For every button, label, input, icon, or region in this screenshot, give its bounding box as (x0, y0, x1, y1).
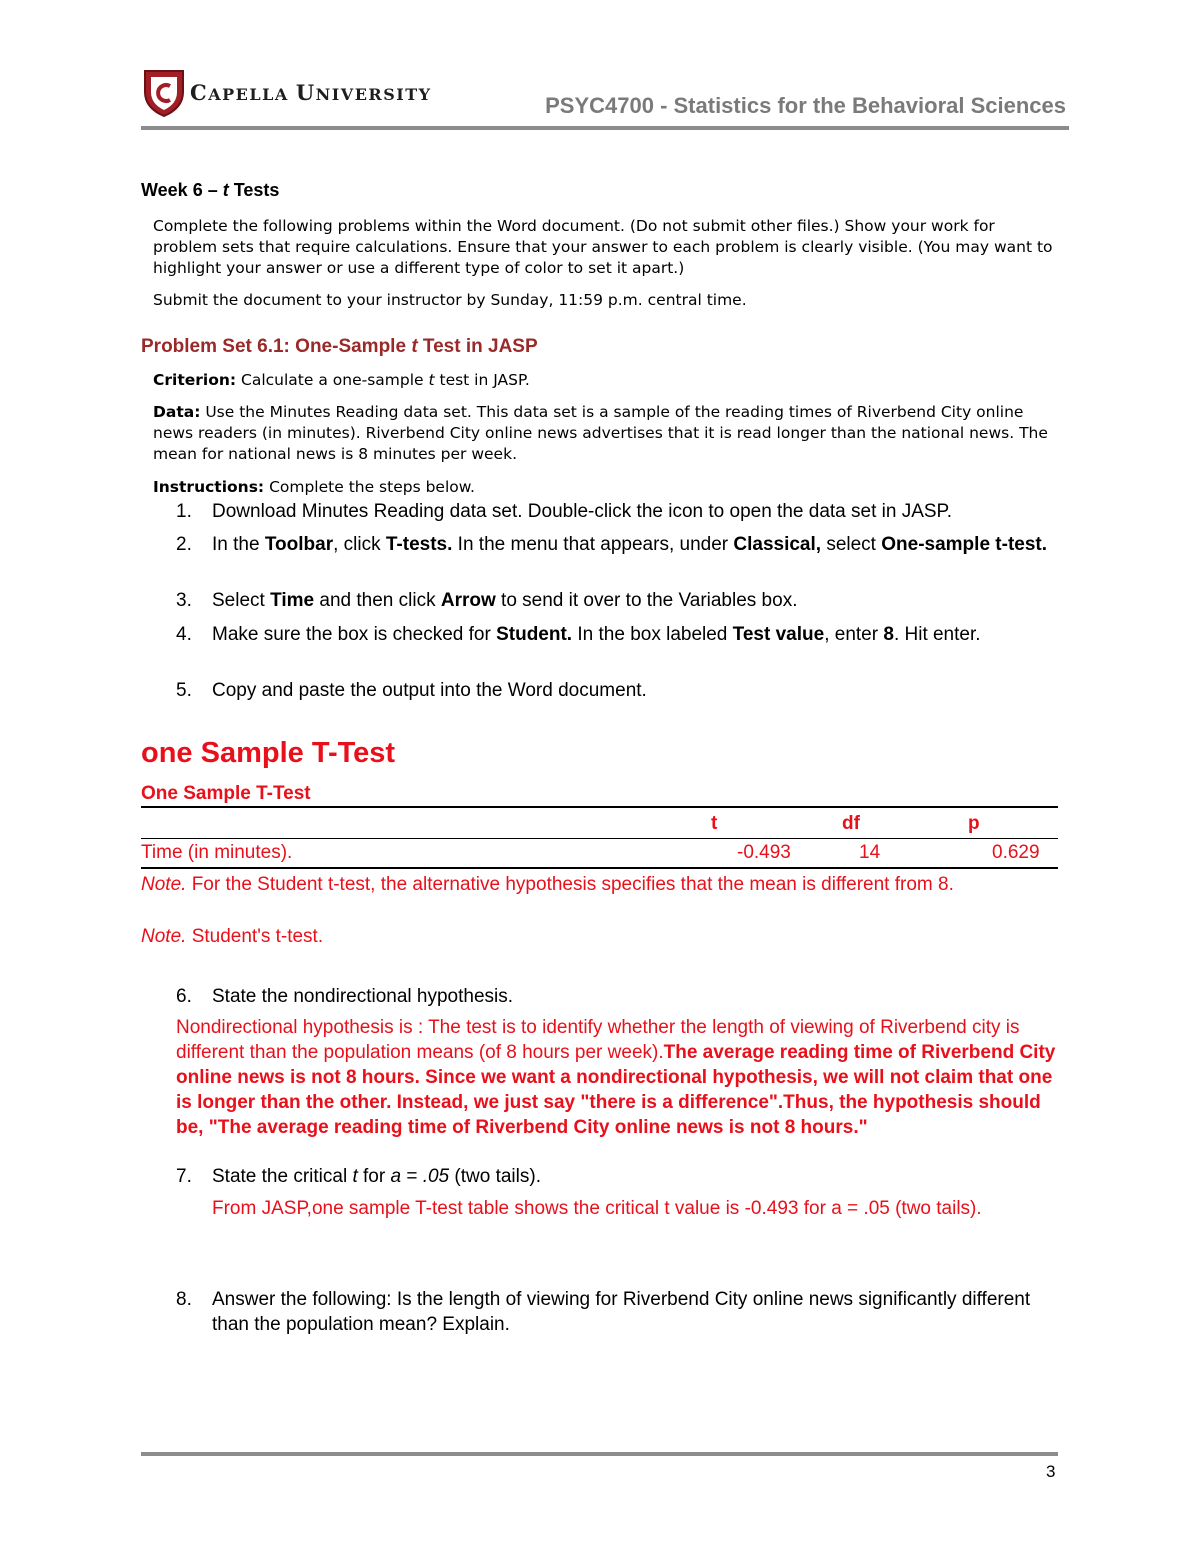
submission-note: Submit the document to your instructor by Sunday, 11:59 p.m. central time. (153, 291, 747, 309)
table-cell-p: 0.629 (992, 842, 1040, 863)
university-name: CAPELLA UNIVERSITY (190, 80, 432, 105)
column-header-t: t (711, 813, 718, 834)
table-cell-t: -0.493 (737, 842, 791, 863)
table-cell-df: 14 (859, 842, 881, 863)
criterion: Criterion: Calculate a one-sample t test in JASP. (153, 371, 530, 389)
jasp-table-title: One Sample T-Test (141, 783, 311, 804)
column-header-df: df (842, 813, 860, 834)
table-bottom-rule (141, 867, 1058, 869)
table-row-label: Time (in minutes). (141, 842, 293, 863)
list-item: 4. Make sure the box is checked for Student. In the box labeled Test value, enter 8. Hit enter. (176, 624, 981, 645)
data-description: Data: Use the Minutes Reading data set. This data set is a sample of the reading times of Riverbend City online news readers (in minutes). Riverbend City online news advertises that it is read longer than the national news. The mean for national news is 8 minutes per week. (153, 403, 1048, 463)
jasp-output-heading: one Sample T-Test (141, 737, 396, 769)
table-note-2: Note. Student's t-test. (141, 926, 324, 947)
list-item: 3. Select Time and then click Arrow to send it over to the Variables box. (176, 590, 798, 611)
table-note-1: Note. For the Student t-test, the alternative hypothesis specifies that the mean is different from 8. (141, 874, 954, 895)
week-title: Week 6 – t Tests (141, 180, 280, 200)
list-item: 2. In the Toolbar, click T-tests. In the menu that appears, under Classical, select One-sample t-test. (176, 534, 1048, 555)
table-top-rule (141, 806, 1058, 808)
page-number: 3 (1046, 1462, 1056, 1481)
table-header-rule (141, 838, 1058, 839)
capella-shield-logo (143, 68, 185, 118)
question-8: 8. Answer the following: Is the length of viewing for Riverbend City online news significantly different than the population mean? Explain. (176, 1289, 1031, 1335)
column-header-p: p (968, 813, 980, 834)
instructions: Instructions: Complete the steps below. (153, 478, 475, 496)
intro-paragraph: Complete the following problems within the Word document. (Do not submit other files.) Show your work for problem sets that require calculations. Ensure that your answer to each problem is clearly visible. (You may want to highlight your answer or use a different type of color to set it apart.) (153, 217, 1053, 277)
answer-6: Nondirectional hypothesis is : The test is to identify whether the length of viewing of Riverbend city is different than the population means (of 8 hours per week).The average reading time of Riverbend City online news is not 8 hours. Since we want a nondirectional hypothesis, we will not claim that one is longer than the other. Instead, we just say "there is a difference".Thus, the hypothesis should be, "The average reading time of Riverbend City online news is not 8 hours." (176, 1017, 1056, 1138)
course-title: PSYC4700 - Statistics for the Behavioral Sciences (545, 93, 1066, 118)
footer-divider (141, 1452, 1058, 1456)
list-item: 5. Copy and paste the output into the Word document. (176, 680, 647, 701)
answer-7: From JASP,one sample T-test table shows the critical t value is -0.493 for a = .05 (two tails). (212, 1198, 982, 1219)
question-7: 7. State the critical t for a = .05 (two tails). (176, 1166, 541, 1187)
problem-set-title: Problem Set 6.1: One-Sample t Test in JASP (141, 336, 538, 357)
question-6: 6. State the nondirectional hypothesis. (176, 986, 514, 1007)
list-item: 1. Download Minutes Reading data set. Double-click the icon to open the data set in JASP. (176, 501, 953, 522)
header-divider (141, 126, 1069, 130)
